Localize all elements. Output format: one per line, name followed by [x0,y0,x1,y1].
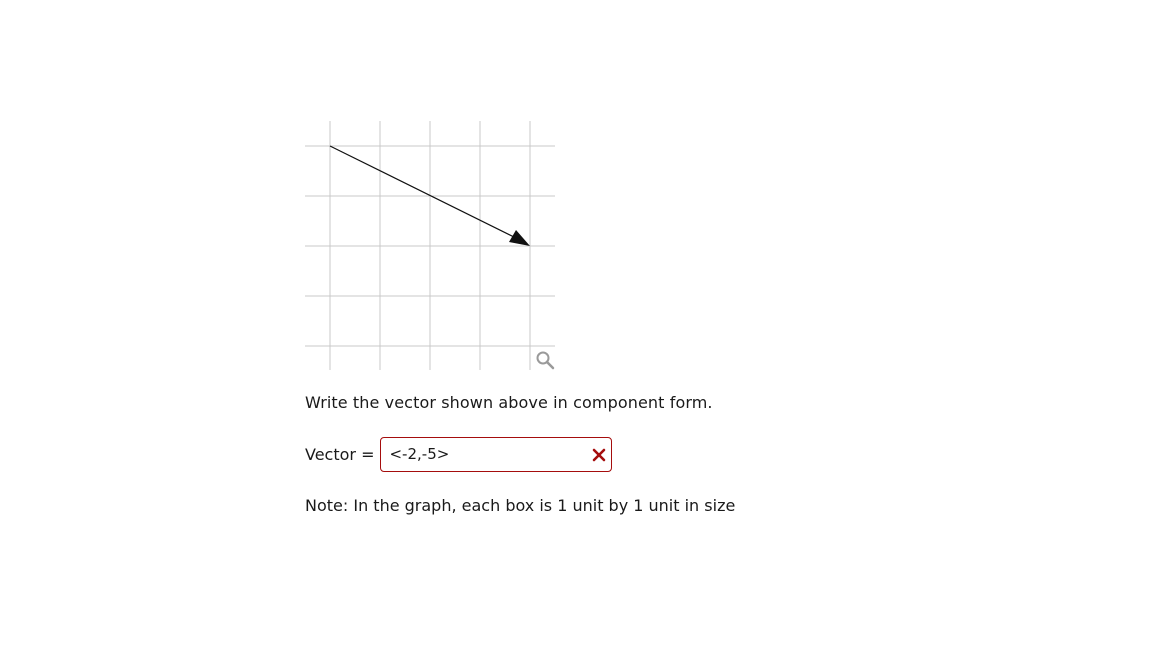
magnifier-icon[interactable] [534,349,556,371]
answer-row [305,435,612,473]
answer-box [380,437,612,472]
answer-label: Vector = [305,444,375,464]
vector-arrow-head [509,230,530,246]
vector-graph [300,116,565,378]
grid-lines [305,121,555,370]
x-mark-icon [591,446,607,464]
vector-answer-input[interactable] [381,439,579,469]
vector-arrow-shaft [330,146,516,238]
graph-svg [300,116,565,378]
graph-note: Note: In the graph, each box is 1 unit by 1 unit in size [305,496,736,515]
question-prompt: Write the vector shown above in component form. [305,393,713,412]
